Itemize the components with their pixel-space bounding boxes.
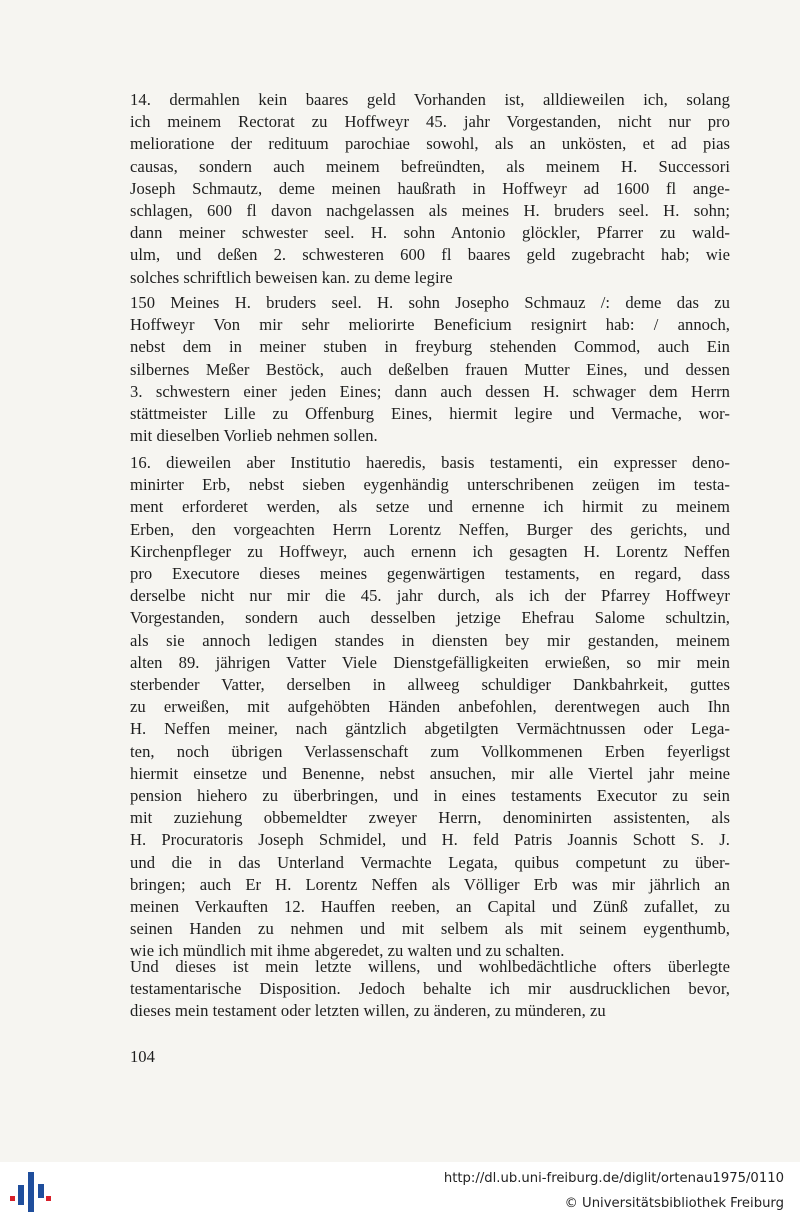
paragraph-15 [130,292,730,447]
text-line: pension hiehero zu überbringen, und in eines testaments Executor zu sein [130,786,730,806]
source-url-link[interactable]: http://dl.ub.uni-freiburg.de/diglit/ortenau1975/0110 [443,1171,784,1186]
text-line: H. Neffen meiner, nach gäntzlich abgetilgten Vermächtnussen oder Lega- [130,719,730,739]
text-line: Kirchenpfleger zu Hoffweyr, auch ernenn ich gesagten H. Lorentz Neffen [130,541,730,561]
text-line: sterbender Vatter, derselben in allweeg schuldiger Dankbahrkeit, guttes [130,675,730,695]
text-line: ulm, und deßen 2. schwesteren 600 fl baares geld zugebracht hab; wie [130,245,730,265]
text-line: 150 Meines H. bruders seel. H. sohn Josepho Schmauz /: deme das zu [130,293,730,312]
text-line: wie ich mündlich mit ihme abgeredet, zu walten und zu schalten. [130,941,565,961]
text-line: Erben, den vorgeachten Herrn Lorentz Neffen, Burger des gerichts, und [130,519,730,539]
logo-blue-bar-1 [18,1185,24,1205]
text-line: stättmeister Lille zu Offenburg Eines, hiermit legire und Vermache, wor- [130,404,730,424]
paragraph-closing [130,956,730,1023]
text-line: melioratione der redituum parochiae sowohl, als an unkösten, et ad pias [130,134,730,154]
text-line: mit zuziehung obbemeldter zweyer Herrn, denominirten assistenten, als [130,808,730,828]
text-line: mit dieselben Vorlieb nehmen sollen. [130,426,378,446]
paragraph-16 [130,452,730,963]
text-line: schlagen, 600 fl davon nachgelassen als meines H. bruders seel. H. sohn; [130,201,730,221]
text-line: zu erweißen, mit aufgehöbten Händen anbefohlen, derentwegen auch Ihn [130,697,730,717]
text-line: bringen; auch Er H. Lorentz Neffen als Völliger Erb was mir jährlich an [130,874,730,894]
text-line: testamentarische Disposition. Jedoch behalte ich mir ausdrucklichen bevor, [130,979,730,999]
text-line: und die in das Unterland Vermachte Legata, quibus competunt zu über- [130,852,730,872]
text-line: ich meinem Rectorat zu Hoffweyr 45. jahr Vorgestanden, nicht nur pro [130,112,730,132]
text-line: pro Executore dieses meines gegenwärtigen testaments, en regard, dass [130,564,730,584]
text-line: hiermit einsetze und Benenne, nebst ansuchen, mir alle Viertel jahr meine [130,763,730,783]
logo-blue-bar-2 [28,1172,34,1212]
text-line: als sie annoch ledigen standes in diensten bey mir gestanden, meinem [130,630,730,650]
text-line: dieses mein testament oder letzten willen, zu änderen, zu münderen, zu [130,1001,606,1021]
text-line: causas, sondern auch meinem befreündten, als meinem H. Successori [130,156,730,176]
ub-freiburg-logo-icon [8,1170,52,1214]
logo-red-right [46,1196,51,1201]
text-line: alten 89. jährigen Vatter Viele Dienstgefälligkeiten erwießen, so mir mein [130,652,730,672]
text-line: derselbe nicht nur mir die 45. jahr durch, als ich der Pfarrey Hoffweyr [130,586,730,606]
text-line: Joseph Schmautz, deme meinen haußrath in Hoffweyr ad 1600 fl ange- [130,178,730,198]
text-line: ment erforderet werden, als setze und ernenne ich hirmit zu meinem [130,497,730,517]
text-line: 16. dieweilen aber Institutio haeredis, basis testamenti, ein expresser deno- [130,453,730,472]
text-line: silbernes Meßer Bestöck, auch deßelben frauen Mutter Eines, und dessen [130,359,730,379]
text-line: ten, noch übrigen Verlassenschaft zum Vollkommenen Erben feyerligst [130,741,730,761]
text-line: Und dieses ist mein letzte willens, und wohlbedächtliche ofters überlegte [130,957,730,976]
text-line: dann meiner schwester seel. H. sohn Antonio glöckler, Pfarrer zu wald- [130,223,730,243]
text-line: Hoffweyr Von mir sehr meliorirte Beneficium resignirt hab: / annoch, [130,315,730,335]
text-line: nebst dem in meiner stuben in freyburg stehenden Commod, auch Ein [130,337,730,357]
page-number: 104 [130,1047,155,1066]
text-line: 3. schwestern einer jeden Eines; dann auch dessen H. schwager dem Herrn [130,381,730,401]
logo-red-left [10,1196,15,1201]
copyright-text: © Universitätsbibliothek Freiburg [564,1196,784,1211]
text-line: seinen Handen zu nehmen und mit selbem als mit seinem eygenthumb, [130,919,730,939]
paragraph-14 [130,89,730,289]
text-line: minirter Erb, nebst sieben eygenhändig unterschribenen zeügen im testa- [130,475,730,495]
text-line: meinen Verkauften 12. Hauffen reeben, an Capital und Zünß zufallet, zu [130,897,730,917]
text-line: Vorgestanden, sondern auch desselben jetzige Ehefrau Salome schultzin, [130,608,730,628]
footer-bar [0,1162,800,1220]
text-line: 14. dermahlen kein baares geld Vorhanden ist, alldieweilen ich, solang [130,90,730,109]
text-line: H. Procuratoris Joseph Schmidel, und H. feld Patris Joannis Schott S. J. [130,830,730,850]
text-line: solches schriftlich beweisen kan. zu deme legire [130,267,453,287]
logo-blue-bar-3 [38,1184,44,1198]
